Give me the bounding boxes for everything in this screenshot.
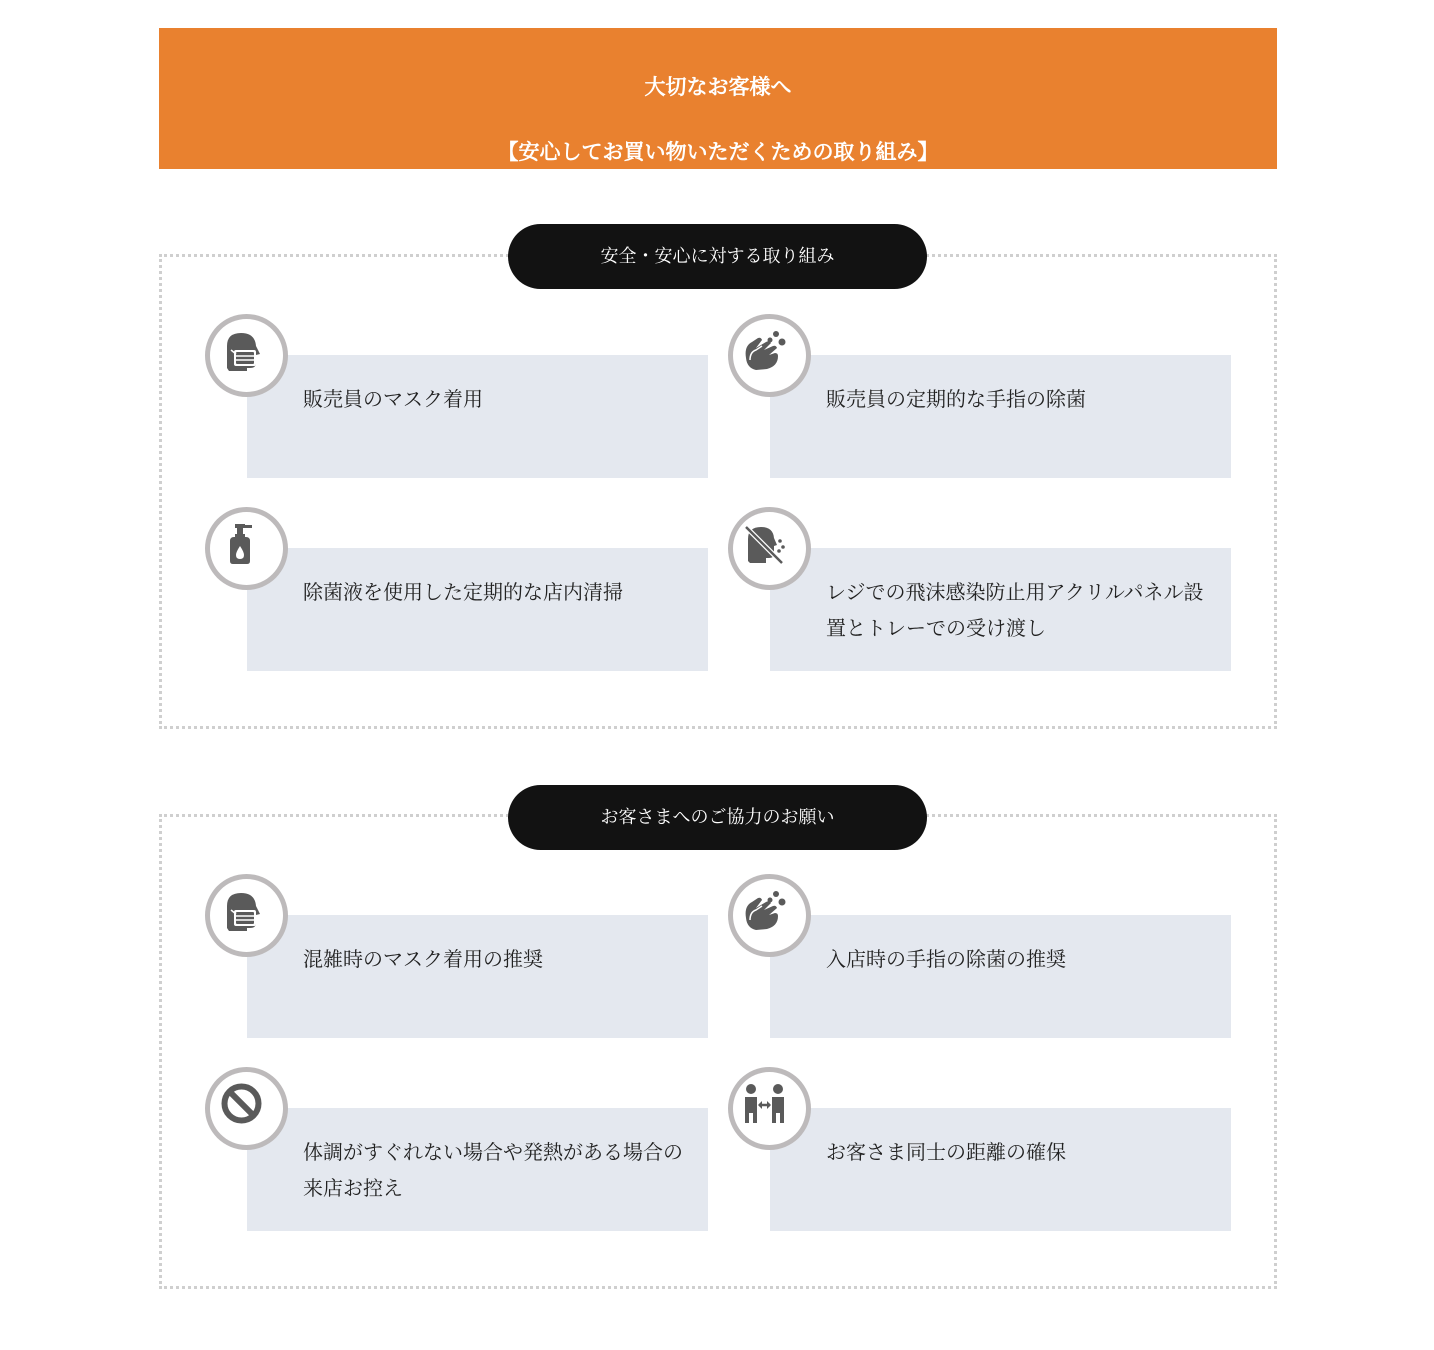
- hand-wash-icon: [728, 314, 811, 397]
- mask-face-icon: [205, 874, 288, 957]
- no-sneeze-icon: [728, 507, 811, 590]
- measure-text: 販売員の定期的な手指の除菌: [826, 387, 1086, 411]
- request-card: [770, 1108, 1231, 1231]
- request-text: お客さま同士の距離の確保: [826, 1140, 1066, 1164]
- header-title: 大切なお客様へ: [644, 75, 792, 99]
- measure-card: [247, 355, 708, 478]
- measure-card: [247, 548, 708, 671]
- request-text: 体調がすぐれない場合や発熱がある場合の来店お控え: [303, 1140, 683, 1200]
- measure-card: [770, 548, 1231, 671]
- measure-card: [770, 355, 1231, 478]
- request-card: [770, 915, 1231, 1038]
- notice-header: [159, 28, 1277, 169]
- measure-text: レジでの飛沫感染防止用アクリルパネル設置とトレーでの受け渡し: [826, 580, 1204, 640]
- section-title-cooperation: お客さまへのご協力のお願い: [508, 785, 927, 850]
- request-card: [247, 1108, 708, 1231]
- prohibited-icon: [205, 1067, 288, 1150]
- social-distance-icon: [728, 1067, 811, 1150]
- request-text: 混雑時のマスク着用の推奨: [303, 947, 543, 971]
- measure-text: 販売員のマスク着用: [303, 387, 483, 411]
- hand-wash-icon: [728, 874, 811, 957]
- measure-text: 除菌液を使用した定期的な店内清掃: [303, 580, 623, 604]
- request-text: 入店時の手指の除菌の推奨: [826, 947, 1066, 971]
- header-subtitle: 【安心してお買い物いただくための取り組み】: [497, 140, 939, 164]
- request-card: [247, 915, 708, 1038]
- section-title-safety: 安全・安心に対する取り組み: [508, 224, 927, 289]
- sanitizer-bottle-icon: [205, 507, 288, 590]
- mask-face-icon: [205, 314, 288, 397]
